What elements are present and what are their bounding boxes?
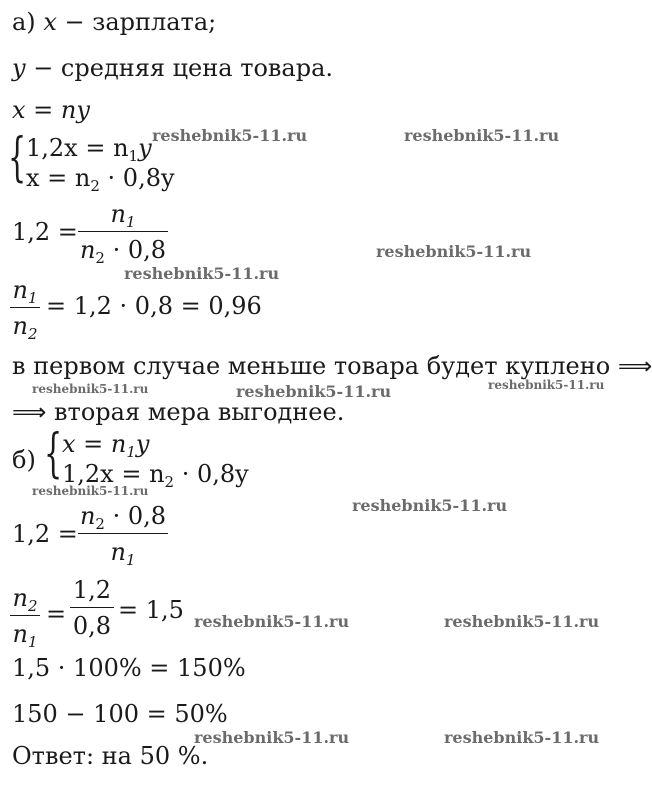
fraction-bar	[10, 615, 40, 616]
ratio-a	[10, 276, 40, 343]
fraction-a	[78, 200, 168, 267]
watermark: reshebnik5-11.ru	[444, 612, 600, 631]
ratio-b-equals: =	[46, 600, 67, 628]
watermark: reshebnik5-11.ru	[444, 728, 600, 747]
system-b-row-1: $x = n_1y$	[62, 430, 150, 461]
line-y-def	[12, 54, 333, 82]
watermark: reshebnik5-11.ru	[194, 612, 350, 631]
fraction-b-denominator: $n_1$	[110, 538, 136, 569]
watermark: reshebnik5-11.ru	[236, 382, 392, 401]
var-x: x	[43, 8, 57, 36]
system-b-row-2: $1,2x = n_2 \cdot 0,8y$	[62, 460, 249, 491]
fraction-a-numerator: $n_1$	[110, 200, 136, 231]
text-salary: − зарплата;	[56, 8, 217, 36]
fraction-b-numerator: $n_2 \cdot 0,8$	[79, 502, 167, 533]
conclusion-line-2: ⟹ вторая мера выгоднее.	[12, 398, 345, 426]
watermark: reshebnik5-11.ru	[152, 126, 308, 145]
ratio-b-value-fraction	[70, 576, 114, 640]
watermark: reshebnik5-11.ru	[488, 378, 605, 392]
calc-percent: 1,5 · 100% = 150%	[12, 654, 246, 682]
watermark: reshebnik5-11.ru	[32, 484, 149, 498]
conclusion-line-1: в первом случае меньше товара будет куплено ⟹	[12, 352, 652, 380]
fraction-a-denominator: $n_2 \cdot 0,8$	[79, 236, 167, 267]
system-a-row-2: $x = n_2 \cdot 0,8y$	[26, 164, 175, 195]
ratio-a-denominator: $n_2$	[12, 312, 38, 343]
watermark: reshebnik5-11.ru	[194, 728, 350, 747]
implies-arrow-icon: ⟹	[617, 352, 652, 380]
watermark: reshebnik5-11.ru	[404, 126, 560, 145]
watermark: reshebnik5-11.ru	[376, 242, 532, 261]
watermark: reshebnik5-11.ru	[352, 496, 508, 515]
equation-x-ny: x = ny	[12, 96, 90, 124]
fraction-b-left: 1,2 =	[12, 520, 78, 548]
watermark: reshebnik5-11.ru	[124, 264, 280, 283]
answer: Ответ: на 50 %.	[12, 742, 209, 770]
fraction-b	[78, 502, 168, 569]
fraction-bar	[70, 607, 114, 608]
brace-icon: {	[44, 424, 63, 484]
brace-icon: {	[8, 128, 27, 188]
ratio-b	[10, 584, 40, 651]
system-a-row-1: $1,2x = n_1y$	[26, 134, 152, 165]
fraction-bar	[10, 307, 40, 308]
line-a-intro	[12, 8, 216, 36]
ratio-a-result: = 1,2 · 0,8 = 0,96	[46, 292, 262, 320]
watermark: reshebnik5-11.ru	[32, 382, 149, 396]
ratio-a-numerator: $n_1$	[12, 276, 38, 307]
fraction-a-left: 1,2 =	[12, 218, 78, 246]
system-b	[44, 424, 264, 491]
ratio-b-denominator: $n_1$	[12, 620, 38, 651]
var-y: y	[12, 54, 26, 82]
implies-arrow-icon: ⟹	[12, 398, 47, 426]
ratio-b-result: = 1,5	[118, 596, 184, 624]
part-label-a: а)	[12, 8, 44, 36]
ratio-b-value-numerator: 1,2	[72, 576, 112, 604]
ratio-b-numerator: $n_2$	[12, 584, 38, 615]
calc-difference: 150 − 100 = 50%	[12, 700, 228, 728]
fraction-bar	[78, 231, 168, 232]
ratio-b-value-denominator: 0,8	[72, 612, 112, 640]
part-label-b: б)	[12, 446, 36, 474]
text-avg-price: − средняя цена товара.	[25, 54, 334, 82]
fraction-bar	[78, 533, 168, 534]
